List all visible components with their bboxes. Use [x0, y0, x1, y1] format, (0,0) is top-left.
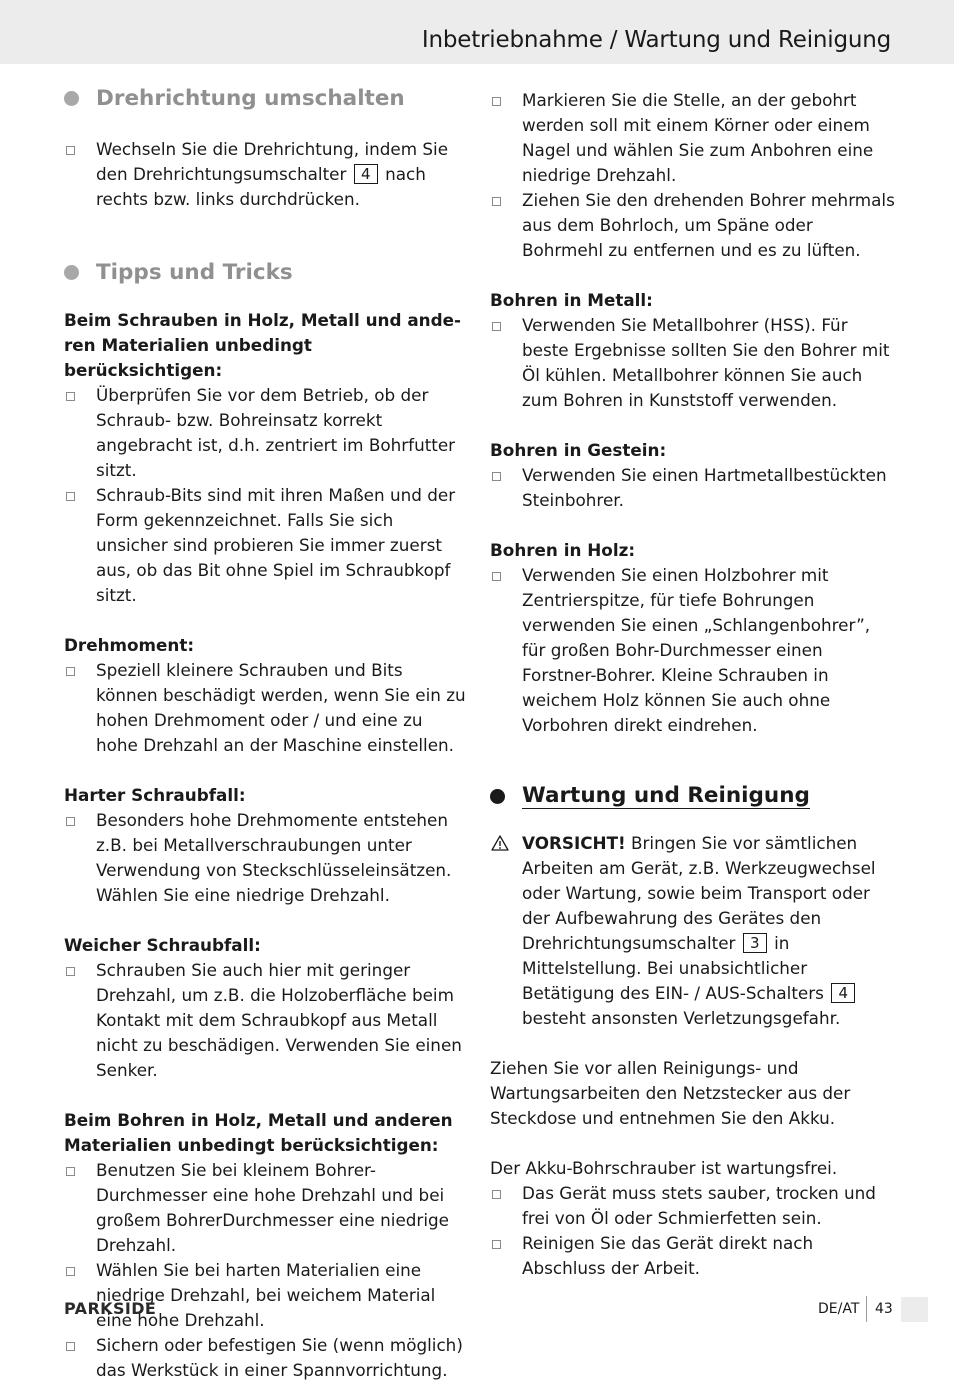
- checkbox-bullet-icon: [66, 1342, 75, 1351]
- list-item: Ziehen Sie den drehenden Bohrer mehrmals aus dem Bohrloch, um Späne oder Bohrmehl zu entfernen und es zu lüften.: [490, 188, 895, 263]
- right-column: [490, 88, 895, 1281]
- checkbox-bullet-icon: [492, 1240, 501, 1249]
- checkbox-bullet-icon: [66, 667, 75, 676]
- warning-label: VORSICHT!: [522, 833, 626, 853]
- subheading-bohren-holz: Bohren in Holz:: [490, 540, 636, 560]
- list-item: Verwenden Sie einen Holzbohrer mit Zentrierspitze, für tiefe Bohrungen verwenden Sie einen „Schlangenbohrer”, für großen Bohr-Durchmesser einen Forstner-Bohrer. Kleine Schrauben in weichem Holz können Sie auch ohne Vorbohren direkt eindrehen.: [490, 563, 895, 738]
- list-schrauben: [64, 383, 466, 608]
- list-item: Schraub-Bits sind mit ihren Maßen und der Form gekennzeichnet. Falls Sie sich unsicher sind probieren Sie immer zuerst aus, ob das Bit ohne Spiel im Schraubkopf sitzt.: [64, 483, 466, 608]
- footer-marker: [901, 1297, 928, 1322]
- page-header-title: Inbetriebnahme / Wartung und Reinigung: [421, 27, 891, 53]
- reference-number: 3: [743, 933, 767, 953]
- page-number: 43: [875, 1301, 893, 1317]
- checkbox-bullet-icon: [492, 1190, 501, 1199]
- subheading-schrauben: Beim Schrauben in Holz, Metall und anderen Materialien unbedingt berücksichtigen:: [64, 310, 461, 380]
- checkbox-bullet-icon: [492, 572, 501, 581]
- reference-number: 4: [354, 164, 378, 184]
- checkbox-bullet-icon: [66, 1167, 75, 1176]
- footer-language: DE/AT: [818, 1301, 860, 1317]
- list-item: Verwenden Sie einen Hartmetallbestückten Steinbohrer.: [490, 463, 895, 513]
- list-bohren: [64, 1158, 466, 1383]
- warning-notice: VORSICHT! Bringen Sie vor sämtlichen Arbeiten am Gerät, z.B. Werkzeugwechsel oder Wartung, sowie beim Transport oder der Aufbewahrung des Gerätes den Drehrichtungsumschalter 3 in Mittelstellung. Bei unabsichtlicher Betätigung des EIN- / AUS-Schalters 4 besteht ansonsten Verletzungsgefahr.: [490, 831, 895, 1031]
- list-harter: [64, 808, 466, 908]
- bullet-dot-icon: [490, 789, 505, 804]
- checkbox-bullet-icon: [492, 97, 501, 106]
- list-drehrichtung: [64, 137, 466, 212]
- section-heading-wartung: Wartung und Reinigung: [490, 780, 895, 814]
- list-bohren-fortsetzung: [490, 88, 895, 263]
- subheading-weicher-schraubfall: Weicher Schraubfall:: [64, 935, 261, 955]
- list-item: Wählen Sie bei harten Materialien eine niedrige Drehzahl, bei weichem Material eine hohe Drehzahl.: [64, 1258, 466, 1333]
- list-item: Speziell kleinere Schrauben und Bits können beschädigt werden, wenn Sie ein zu hohen Drehmoment oder / und eine zu hohe Drehzahl an der Maschine einstellen.: [64, 658, 466, 758]
- list-metall: [490, 313, 895, 413]
- list-drehmoment: [64, 658, 466, 758]
- list-item: Wechseln Sie die Drehrichtung, indem Sie den Drehrichtungsumschalter 4 nach rechts bzw. links durchdrücken.: [64, 137, 466, 212]
- paragraph-netzstecker: Ziehen Sie vor allen Reinigungs- und Wartungsarbeiten den Netzstecker aus der Steckdose und entnehmen Sie den Akku.: [490, 1058, 851, 1128]
- brand-logo: PARKSIDE: [64, 1299, 157, 1318]
- subheading-harter-schraubfall: Harter Schraubfall:: [64, 785, 246, 805]
- bullet-dot-icon: [64, 265, 79, 280]
- bullet-dot-icon: [64, 91, 79, 106]
- checkbox-bullet-icon: [492, 322, 501, 331]
- footer-divider: [866, 1296, 867, 1322]
- list-item: Markieren Sie die Stelle, an der gebohrt werden soll mit einem Körner oder einem Nagel und wählen Sie zum Anbohren eine niedrige Drehzahl.: [490, 88, 895, 188]
- list-item: Schrauben Sie auch hier mit geringer Drehzahl, um z.B. die Holzoberfläche beim Kontakt mit dem Schraubkopf aus Metall nicht zu beschädigen. Verwenden Sie einen Senker.: [64, 958, 466, 1083]
- list-gestein: [490, 463, 895, 513]
- checkbox-bullet-icon: [66, 1267, 75, 1276]
- section-heading-drehrichtung: Drehrichtung umschalten: [64, 82, 466, 114]
- checkbox-bullet-icon: [492, 472, 501, 481]
- list-item: Überprüfen Sie vor dem Betrieb, ob der Schraub- bzw. Bohreinsatz korrekt angebracht ist, d.h. zentriert im Bohrfutter sitzt.: [64, 383, 466, 483]
- section-heading-tipps: Tipps und Tricks: [64, 256, 466, 288]
- list-item: Sichern oder befestigen Sie (wenn möglich) das Werkstück in einer Spannvorrichtung.: [64, 1333, 466, 1383]
- list-weicher: [64, 958, 466, 1083]
- subheading-bohren-metall: Bohren in Metall:: [490, 290, 653, 310]
- left-column: [64, 82, 466, 1383]
- checkbox-bullet-icon: [492, 197, 501, 206]
- subheading-drehmoment: Drehmoment:: [64, 635, 195, 655]
- list-item: Benutzen Sie bei kleinem Bohrer-Durchmesser eine hohe Drehzahl und bei großem BohrerDurchmesser eine niedrige Drehzahl.: [64, 1158, 466, 1258]
- list-item: Besonders hohe Drehmomente entstehen z.B. bei Metallverschraubungen unter Verwendung von Steckschlüsseleinsätzen. Wählen Sie eine niedrige Drehzahl.: [64, 808, 466, 908]
- checkbox-bullet-icon: [66, 392, 75, 401]
- list-item: Reinigen Sie das Gerät direkt nach Abschluss der Arbeit.: [490, 1231, 895, 1281]
- checkbox-bullet-icon: [66, 967, 75, 976]
- subheading-bohren: Beim Bohren in Holz, Metall und anderen Materialien unbedingt berücksichtigen:: [64, 1110, 453, 1155]
- checkbox-bullet-icon: [66, 146, 75, 155]
- reference-number: 4: [831, 983, 855, 1003]
- list-item: Verwenden Sie Metallbohrer (HSS). Für beste Ergebnisse sollten Sie den Bohrer mit Öl kühlen. Metallbohrer können Sie auch zum Bohren in Kunststoff verwenden.: [490, 313, 895, 413]
- checkbox-bullet-icon: [66, 492, 75, 501]
- list-holz: [490, 563, 895, 738]
- list-item: Das Gerät muss stets sauber, trocken und frei von Öl oder Schmierfetten sein.: [490, 1181, 895, 1231]
- checkbox-bullet-icon: [66, 817, 75, 826]
- paragraph-wartungsfrei: Der Akku-Bohrschrauber ist wartungsfrei.: [490, 1158, 838, 1178]
- subheading-bohren-gestein: Bohren in Gestein:: [490, 440, 667, 460]
- list-wartung: [490, 1181, 895, 1281]
- warning-triangle-icon: [491, 835, 509, 851]
